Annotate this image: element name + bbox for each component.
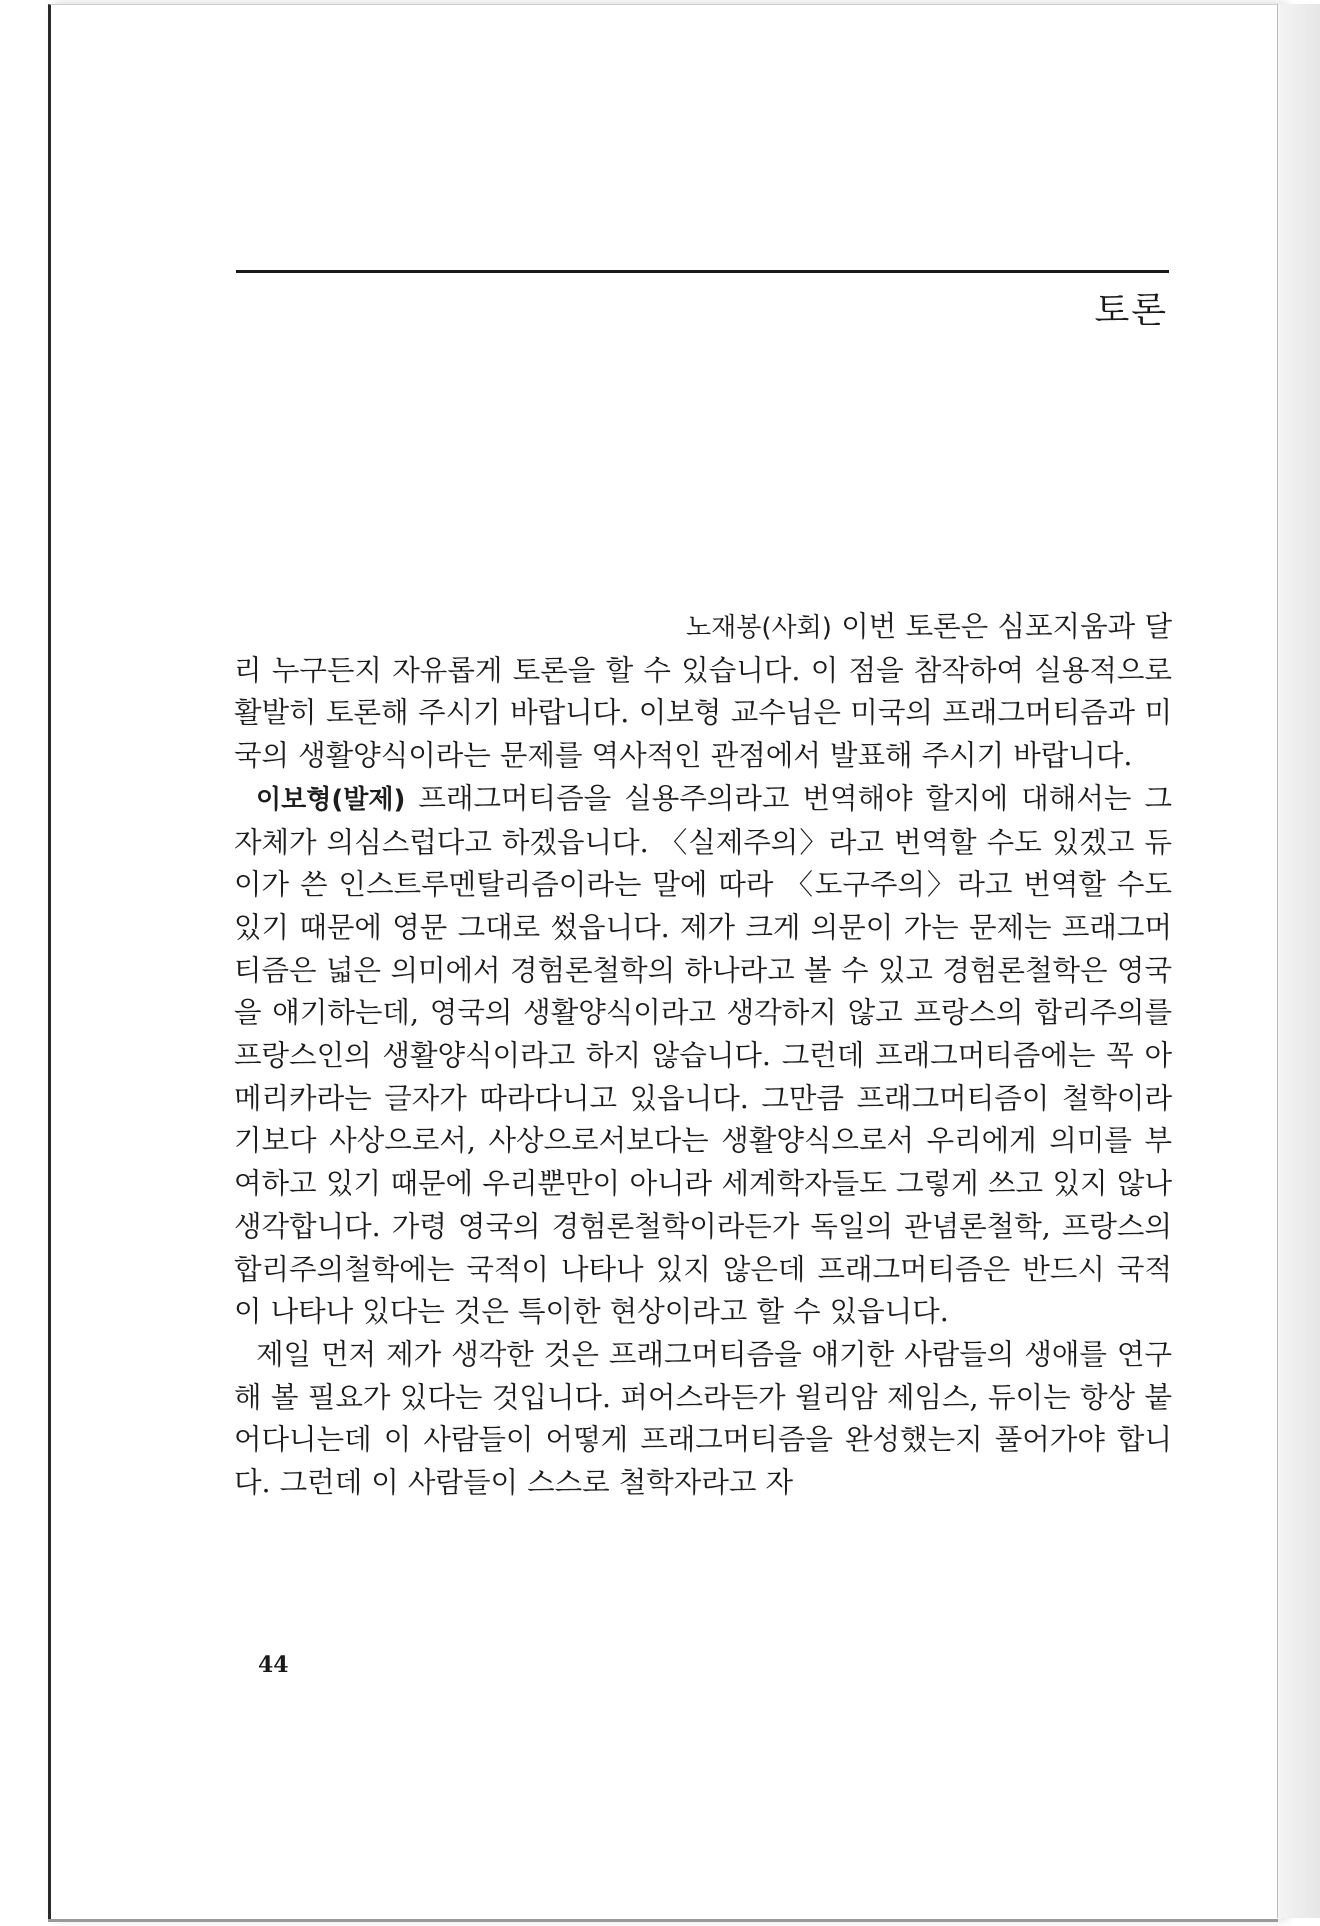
header-rule	[236, 270, 1169, 273]
body-text	[234, 606, 1172, 1505]
page-number: 44	[258, 1652, 289, 1678]
paragraph-moderator	[234, 606, 1172, 778]
page-bottom-edge	[48, 1919, 1278, 1922]
paragraph-text: 제일 먼저 제가 생각한 것은 프래그머티즘을 얘기한 사람들의 생애를 연구해 볼 필요가 있다는 것입니다. 퍼어스라든가 윌리암 제임스, 듀이는 항상 붙어다니는데 이 사람들이 어떻게 프래그머티즘을 완성했는지 풀어가야 합니다. 그런데 이 사람들이 스스로 철학자라고 자	[234, 1337, 1172, 1500]
paragraph-text: 이번 토론은 심포지움과 달리 누구든지 자유롭게 토론을 할 수 있습니다. 이 점을 참작하여 실용적으로 활발히 토론해 주시기 바랍니다. 이보형 교수님은 미국의 프래그머티즘과 미국의 생활양식이라는 문제를 역사적인 관점에서 발표해 주시기 바랍니다.	[234, 610, 1172, 773]
speaker-label: 이보형(발제)	[256, 784, 406, 815]
paragraph-presenter	[234, 778, 1172, 1334]
paragraph-continuation	[234, 1334, 1172, 1505]
page-edge	[1277, 4, 1320, 1918]
section-title: 토론	[1094, 290, 1168, 331]
paragraph-text: 프래그머티즘을 실용주의라고 번역해야 할지에 대해서는 그 자체가 의심스럽다고 하겠읍니다. 〈실제주의〉라고 번역할 수도 있겠고 듀이가 쓴 인스트루멘탈리즘이라는 말에 따라 〈도구주의〉라고 번역할 수도 있기 때문에 영문 그대로 썼읍니다. 제가 크게 의문이 가는 문제는 프래그머티즘은 넓은 의미에서 경험론철학의 하나라고 볼 수 있고 경험론철학은 영국을 얘기하는데, 영국의 생활양식이라고 생각하지 않고 프랑스의 합리주의를 프랑스인의 생활양식이라고 하지 않습니다. 그런데 프래그머티즘에는 꼭 아메리카라는 글자가 따라다니고 있읍니다. 그만큼 프래그머티즘이 철학이라기보다 사상으로서, 사상으로서보다는 생활양식으로서 우리에게 의미를 부여하고 있기 때문에 우리뿐만이 아니라 세계학자들도 그렇게 쓰고 있지 않나 생각합니다. 가령 영국의 경험론철학이라든가 독일의 관념론철학, 프랑스의 합리주의철학에는 국적이 나타나 있지 않은데 프래그머티즘은 반드시 국적이 나타나 있다는 것은 특이한 현상이라고 할 수 있읍니다.	[234, 781, 1172, 1329]
speaker-label: 노재봉(사회)	[686, 613, 832, 643]
